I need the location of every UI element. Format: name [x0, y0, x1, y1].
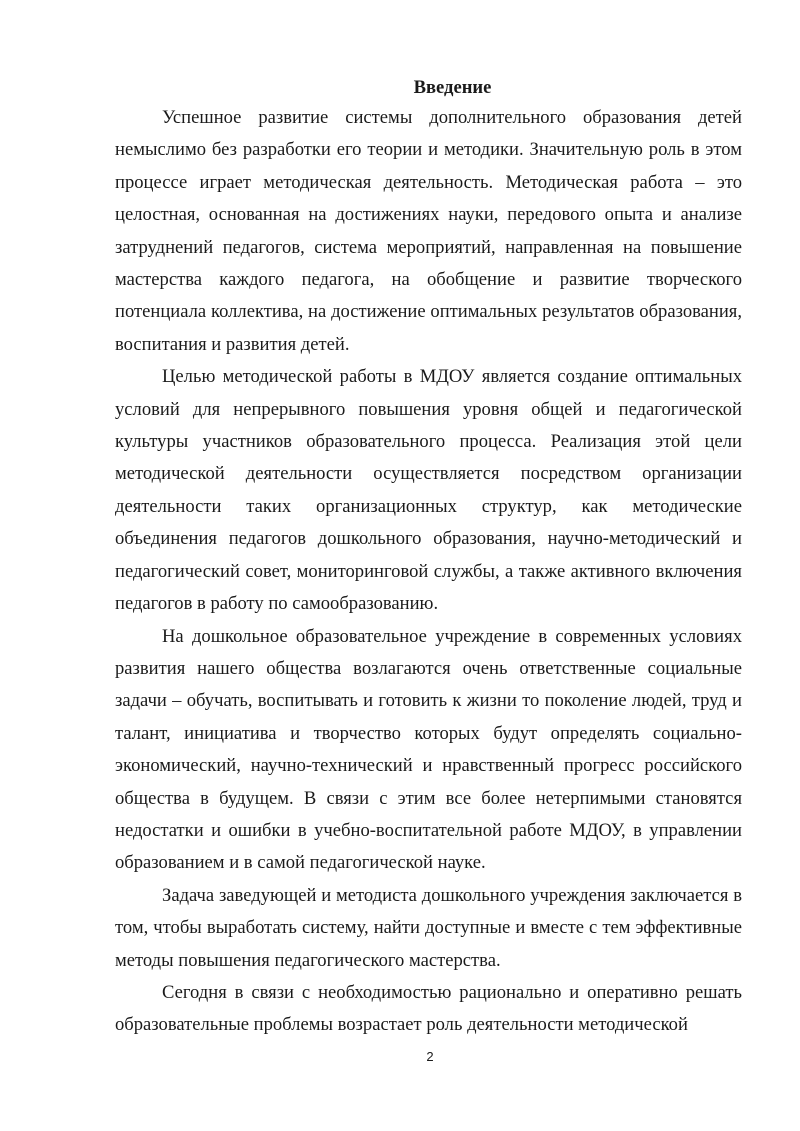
paragraph-5: Сегодня в связи с необходимостью рационально и оперативно решать образовательные проблемы возрастает роль деятельности методической [115, 981, 742, 1036]
section-title: Введение [413, 77, 492, 98]
paragraph-2: Целью методической работы в МДОУ является создание оптимальных условий для непрерывного повышения уровня общей и педагогической культуры участников образовательного процесса. Реализация этой цели методической деятельности осуществляется посредством организации деятельности таких организационных структур, как методические объединения педагогов дошкольного образования, научно-методический и педагогический совет, мониторинговой службы, а также активного включения педагогов в работу по самообразованию. [115, 366, 742, 615]
paragraph-3: На дошкольное образовательное учреждение в современных условиях развития нашего общества возлагаются очень ответственные социальные задачи – обучать, воспитывать и готовить к жизни то поколение людей, труд и талант, инициатива и творчество которых будут определять социально-экономический, научно-технический и нравственный прогресс российского общества в будущем. В связи с этим все более нетерпимыми становятся недостатки и ошибки в учебно-воспитательной работе МДОУ, в управлении образованием и в самой педагогической науке. [115, 625, 742, 874]
paragraph-1: Успешное развитие системы дополнительного образования детей немыслимо без разработки его теории и методики. Значительную роль в этом процессе играет методическая деятельность. Методическая работа – это целостная, основанная на достижениях науки, передового опыта и анализе затруднений педагогов, система мероприятий, направленная на повышение мастерства каждого педагога, на обобщение и развитие творческого потенциала коллектива, на достижение оптимальных результатов образования, воспитания и развития детей. [115, 107, 742, 355]
paragraph-4: Задача заведующей и методиста дошкольного учреждения заключается в том, чтобы выработать систему, найти доступные и вместе с тем эффективные методы повышения педагогического мастерства. [115, 884, 742, 971]
document-body [115, 74, 742, 1042]
page-number: 2 [426, 1049, 434, 1064]
